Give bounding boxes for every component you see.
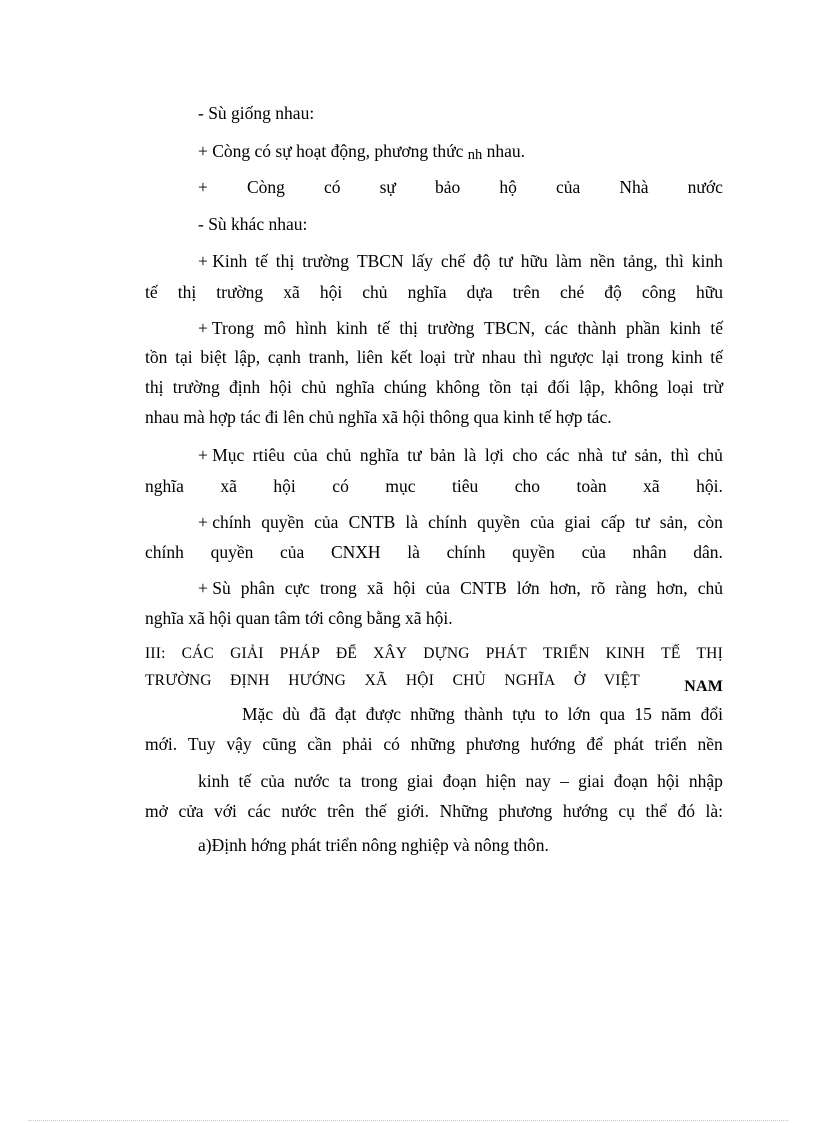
word: thành xyxy=(577,318,617,338)
word: các xyxy=(247,801,271,821)
word: tư xyxy=(498,251,513,271)
word: còn xyxy=(697,512,723,532)
word: thì xyxy=(670,445,690,465)
word: ngược xyxy=(549,347,594,367)
word: mở xyxy=(145,801,168,821)
word: hiện xyxy=(485,771,517,791)
word: nghĩa xyxy=(335,377,375,397)
word: hội xyxy=(319,282,343,302)
word: cũng xyxy=(262,734,297,754)
word: không xyxy=(614,377,658,397)
word: đã xyxy=(309,704,326,724)
word: nền xyxy=(697,734,723,754)
word: trừ xyxy=(702,377,723,397)
word: thành xyxy=(464,704,503,724)
footer-divider xyxy=(28,1120,788,1121)
paragraph-difference-4-line-2 xyxy=(145,541,723,563)
word: hữu xyxy=(695,282,723,302)
word: của xyxy=(314,512,339,532)
word: Những xyxy=(439,801,488,821)
word: nước xyxy=(281,801,317,821)
section-heading-line-2 xyxy=(145,670,723,695)
word: Nhà xyxy=(619,177,649,197)
word: đổi xyxy=(700,704,723,724)
paragraph-difference-2-line-3 xyxy=(145,376,723,398)
paragraph-difference-3-line-1 xyxy=(198,444,723,466)
word: cụ xyxy=(618,801,635,821)
word: thì xyxy=(665,251,684,271)
word: các xyxy=(544,318,568,338)
word: của xyxy=(425,578,451,598)
word: nghĩa xyxy=(145,476,184,496)
word: hội. xyxy=(696,476,723,496)
word: chúng xyxy=(383,377,427,397)
word: có xyxy=(324,177,341,197)
word: + chính xyxy=(198,512,252,532)
word: xã xyxy=(366,578,384,598)
paragraph-difference-1-line-1 xyxy=(198,250,723,272)
word: bảo xyxy=(435,177,461,197)
word: tế xyxy=(145,282,158,302)
section-heading-line-1 xyxy=(145,643,723,665)
word: cho xyxy=(512,445,538,465)
word: độ xyxy=(473,251,491,271)
word: không xyxy=(435,377,480,397)
word: XÂY xyxy=(373,645,408,662)
word: ché xyxy=(559,282,585,302)
word: + xyxy=(198,177,208,197)
word: CNXH xyxy=(330,542,381,562)
word: là xyxy=(405,512,419,532)
word: CHỦ xyxy=(452,672,486,689)
paragraph-solutions-line-1 xyxy=(242,703,723,725)
word: của xyxy=(260,771,285,791)
word: các xyxy=(546,445,570,465)
word: to xyxy=(544,704,559,724)
word: hội xyxy=(273,476,296,496)
word: chủ xyxy=(362,282,388,302)
word: kinh xyxy=(198,771,230,791)
word: quyền xyxy=(210,542,254,562)
word: tế xyxy=(710,347,723,367)
word: nay xyxy=(525,771,551,791)
word: hơn, xyxy=(656,578,688,598)
word: + Sù xyxy=(198,578,231,598)
text-run: + Còng có sự hoạt động, phương thức xyxy=(198,141,464,161)
word: lập, xyxy=(234,347,261,367)
word: độ xyxy=(604,282,622,302)
word: rõ xyxy=(590,578,606,598)
word: HỘI xyxy=(405,672,435,689)
word: PHÁT xyxy=(485,645,527,662)
word: kinh xyxy=(669,318,701,338)
word: thị xyxy=(145,377,164,397)
word: tế xyxy=(255,251,268,271)
word: giai xyxy=(564,512,591,532)
word: xã xyxy=(283,282,300,302)
paragraph-difference-2-line-2 xyxy=(145,346,723,368)
paragraph-difference-3-line-2 xyxy=(145,475,723,497)
paragraph-solutions-line-3 xyxy=(198,770,723,792)
word: liên xyxy=(356,347,383,367)
word: tranh, xyxy=(308,347,349,367)
word: giai xyxy=(578,771,605,791)
word: trong xyxy=(626,347,664,367)
word: mục xyxy=(385,476,416,496)
word: Còng xyxy=(246,177,285,197)
word: tựu xyxy=(512,704,536,724)
word: quyền xyxy=(261,512,305,532)
word: kinh xyxy=(671,347,703,367)
word: Tuy xyxy=(187,734,216,754)
word: kinh xyxy=(691,251,723,271)
word: lớn xyxy=(567,704,591,724)
word: tế xyxy=(238,771,252,791)
word: phát xyxy=(613,734,644,754)
word: hơn, xyxy=(549,578,581,598)
word: thế xyxy=(364,801,387,821)
word: mới. xyxy=(145,734,178,754)
word: nhân xyxy=(632,542,667,562)
subsection-heading-a: a)Định hớng phát triển nông nghiệp và nông thôn. xyxy=(198,835,549,855)
word: + Trong xyxy=(198,318,255,338)
text-run: nh xyxy=(467,147,483,163)
word: ràng xyxy=(615,578,647,598)
word: nước xyxy=(687,177,723,197)
word: TRIỂN xyxy=(542,645,590,662)
word: cực xyxy=(284,578,310,598)
word: CNTB xyxy=(460,578,507,598)
word: của xyxy=(530,512,555,532)
word: giới. xyxy=(396,801,430,821)
paragraph-difference-2-line-1 xyxy=(198,317,723,339)
word: nhà xyxy=(577,445,604,465)
word: mô xyxy=(263,318,287,338)
word: đạt xyxy=(335,704,357,724)
word: cấp xyxy=(600,512,626,532)
word: TẾ xyxy=(661,645,681,662)
word: + Mục xyxy=(198,445,245,465)
word: trường xyxy=(427,318,475,338)
word: tư xyxy=(407,445,422,465)
word: nước xyxy=(294,771,330,791)
word: kinh xyxy=(336,318,368,338)
word: dựa xyxy=(466,282,493,302)
word: hội xyxy=(269,377,292,397)
word: Mặc xyxy=(242,704,274,724)
word: chế xyxy=(440,251,466,271)
word: tư xyxy=(635,512,650,532)
word: phải xyxy=(342,734,373,754)
word: loại xyxy=(667,377,694,397)
word: phương xyxy=(498,801,553,821)
word: lớn xyxy=(516,578,540,598)
word: đó xyxy=(677,801,695,821)
word: chủ xyxy=(326,445,352,465)
word: hộ xyxy=(499,177,517,197)
word: VIỆT xyxy=(603,672,640,689)
paragraph-solutions-line-2 xyxy=(145,733,723,755)
word: cạnh xyxy=(267,347,301,367)
word: + Kinh xyxy=(198,251,248,271)
word: cho xyxy=(514,476,540,496)
word: quyền xyxy=(477,512,520,532)
word: phân xyxy=(240,578,275,598)
word: giai xyxy=(406,771,434,791)
word: ĐỂ xyxy=(336,645,358,662)
word: tế xyxy=(710,318,723,338)
paragraph-difference-4-line-1 xyxy=(198,511,723,533)
word: ĐỊNH xyxy=(230,672,270,689)
word: trên xyxy=(512,282,540,302)
word: với xyxy=(214,801,237,821)
word: III: xyxy=(145,645,166,662)
word: – xyxy=(560,771,569,791)
paragraph-similarity-2 xyxy=(198,176,723,198)
word: toàn xyxy=(576,476,607,496)
word: thể xyxy=(645,801,667,821)
word: hữu xyxy=(520,251,548,271)
word: trừ xyxy=(453,347,474,367)
word: trong xyxy=(360,771,398,791)
word: rtiêu xyxy=(252,445,285,465)
word: qua xyxy=(599,704,626,724)
word: vậy xyxy=(226,734,252,754)
word: của xyxy=(280,542,305,562)
word: được xyxy=(365,704,401,724)
word: hội xyxy=(393,578,416,598)
word: công xyxy=(641,282,676,302)
word: trường xyxy=(172,377,220,397)
word: sự xyxy=(379,177,396,197)
word: TRƯỜNG xyxy=(145,672,212,689)
word: định xyxy=(229,377,261,397)
paragraph-difference-5-line-1 xyxy=(198,577,723,599)
word: loại xyxy=(419,347,447,367)
word: thì xyxy=(523,347,542,367)
word: kết xyxy=(390,347,413,367)
word: phần xyxy=(625,318,661,338)
word: tư xyxy=(611,445,626,465)
paragraph-similarity-1 xyxy=(198,140,525,164)
word: lại xyxy=(601,347,619,367)
word: HƯỚNG xyxy=(288,672,347,689)
word: nền xyxy=(589,251,616,271)
word: là: xyxy=(705,801,723,821)
word: lấy xyxy=(411,251,433,271)
word: đối xyxy=(547,377,570,397)
text-run: nhau. xyxy=(486,141,525,161)
word: chính xyxy=(145,542,184,562)
word: sản, xyxy=(659,512,688,532)
word: trên xyxy=(327,801,355,821)
word: của xyxy=(581,542,606,562)
word: triển xyxy=(654,734,687,754)
word: xã xyxy=(220,476,237,496)
heading-word-nam: NAM xyxy=(684,678,723,695)
word: nhập xyxy=(688,771,723,791)
word: thị xyxy=(399,318,418,338)
word: trong xyxy=(319,578,357,598)
word: năm xyxy=(661,704,692,724)
word: KINH xyxy=(605,645,646,662)
word: tại xyxy=(175,347,193,367)
word: đoạn xyxy=(442,771,477,791)
word: nhau xyxy=(481,347,516,367)
word: trường xyxy=(302,251,350,271)
word: ta xyxy=(338,771,352,791)
word: hội xyxy=(657,771,680,791)
word: Ở xyxy=(573,672,586,689)
word: phương xyxy=(465,734,520,754)
paragraph-difference-2-line-4: nhau mà hợp tác đi lên chủ nghĩa xã hội thông qua kinh tế hợp tác. xyxy=(145,407,612,427)
word: TBCN, xyxy=(483,318,535,338)
word: sản, xyxy=(634,445,663,465)
word: CÁC xyxy=(181,645,215,662)
word: thị xyxy=(275,251,295,271)
word: chính xyxy=(428,512,468,532)
word: để xyxy=(586,734,603,754)
word: thị xyxy=(177,282,197,302)
word: những xyxy=(410,734,456,754)
word: dân. xyxy=(693,542,723,562)
word: lợi xyxy=(484,445,504,465)
word: biệt xyxy=(200,347,227,367)
paragraph-difference-1-line-2 xyxy=(145,281,723,303)
word: NGHĨA xyxy=(504,672,556,689)
word: quyền xyxy=(512,542,555,562)
word: dù xyxy=(282,704,300,724)
word: những xyxy=(410,704,455,724)
word: là xyxy=(463,445,477,465)
word: nghĩa xyxy=(407,282,447,302)
word: CNTB xyxy=(348,512,396,532)
word: chủ xyxy=(301,377,327,397)
paragraph-similarity-heading: - Sù giống nhau: xyxy=(198,103,315,123)
word: làm xyxy=(555,251,582,271)
word: đoạn xyxy=(613,771,648,791)
word: GIẢI xyxy=(230,645,264,662)
paragraph-difference-heading: - Sù khác nhau: xyxy=(198,214,308,234)
word: xã xyxy=(643,476,660,496)
word: là xyxy=(407,542,420,562)
word: của xyxy=(555,177,581,197)
word: THỊ xyxy=(696,645,723,662)
word: chủ xyxy=(697,578,723,598)
word: có xyxy=(332,476,349,496)
word: tiêu xyxy=(451,476,479,496)
word: có xyxy=(383,734,400,754)
word: nghĩa xyxy=(359,445,399,465)
word: cửa xyxy=(178,801,204,821)
paragraph-solutions-line-4 xyxy=(145,800,723,822)
word: tảng, xyxy=(622,251,658,271)
word: lập, xyxy=(579,377,605,397)
word: PHÁP xyxy=(279,645,321,662)
word: hướng xyxy=(562,801,608,821)
word: của xyxy=(293,445,318,465)
heading-words xyxy=(145,670,640,692)
word: chính xyxy=(446,542,486,562)
word: tại xyxy=(520,377,539,397)
word: tế xyxy=(377,318,390,338)
word: hình xyxy=(295,318,327,338)
word: tồn xyxy=(145,347,168,367)
word: chủ xyxy=(697,445,723,465)
word: cần xyxy=(307,734,332,754)
word: hướng xyxy=(530,734,576,754)
word: DỰNG xyxy=(423,645,470,662)
word: bản xyxy=(430,445,456,465)
paragraph-difference-5-line-2: nghĩa xã hội quan tâm tới công bằng xã hội. xyxy=(145,608,453,628)
word: TBCN xyxy=(356,251,404,271)
word: tồn xyxy=(489,377,512,397)
word: trường xyxy=(216,282,264,302)
word: XÃ xyxy=(364,672,388,689)
word: 15 xyxy=(634,704,652,724)
